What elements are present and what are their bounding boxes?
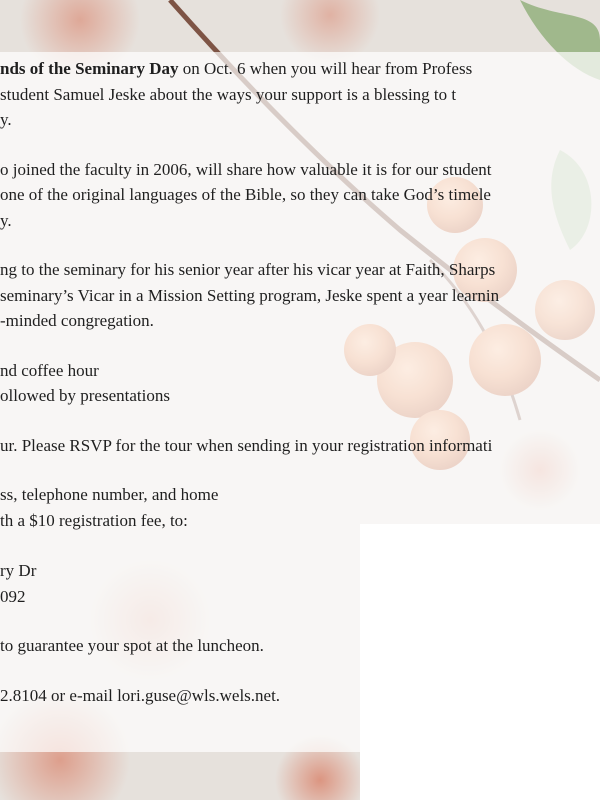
contact-paragraph: 2.8104 or e-mail lori.guse@wls.wels.net. [0, 685, 281, 705]
event-name: nds of the Seminary Day [0, 59, 179, 78]
guarantee-paragraph: to guarantee your spot at the luncheon. [0, 636, 264, 655]
tour-paragraph: ur. Please RSVP for the tour when sending in your registration informati [0, 435, 493, 455]
registration-paragraph: ss, telephone number, and home th a $10 registration fee, to: [0, 485, 219, 530]
blank-white-area [360, 524, 600, 800]
schedule-paragraph: nd coffee hour ollowed by presentations [0, 360, 170, 405]
professor-paragraph: o joined the faculty in 2006, will share how valuable it is for our student one of the original languages of the Bible, so they can take God’s timele y. [0, 159, 492, 230]
mailing-address: ry Dr 092 [0, 561, 37, 606]
student-paragraph: ng to the seminary for his senior year after his vicar year at Faith, Sharps seminary’s Vicar in a Mission Setting program, Jeske spent a year learnin -minded congregation. [0, 260, 500, 330]
intro-paragraph: nds of the Seminary Day on Oct. 6 when you will hear from Profess student Samuel Jeske about the ways your support is a blessing to t y. [0, 59, 473, 129]
